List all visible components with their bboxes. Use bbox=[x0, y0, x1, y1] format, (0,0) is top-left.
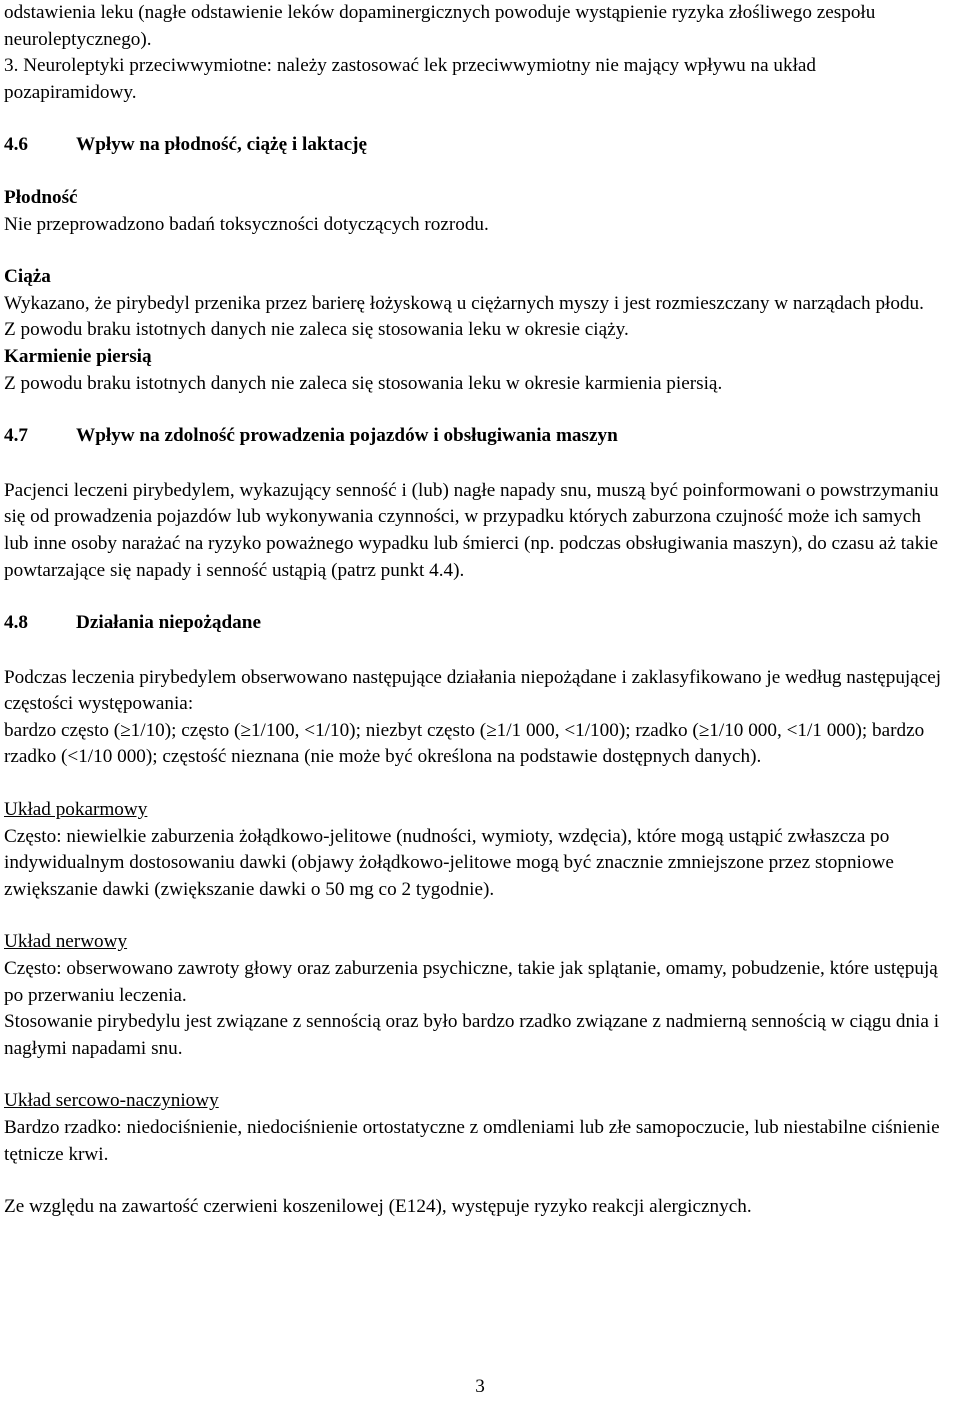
pregnancy-text-1: Wykazano, że pirybedyl przenika przez barierę łożyskową u ciężarnych myszy i jest rozmieszczany w narządach płodu. bbox=[4, 292, 924, 314]
adverse-intro-text: Podczas leczenia pirybedylem obserwowano następujące działania niepożądane i zaklasyfikowano je według następującej częstości występowania: bbox=[4, 666, 942, 715]
section-4-7-heading bbox=[4, 423, 948, 450]
page-number: 3 bbox=[475, 1376, 485, 1397]
gi-heading: Układ pokarmowy bbox=[4, 799, 148, 821]
section-number: 4.8 bbox=[4, 612, 28, 634]
cv-text: Bardzo rzadko: niedociśnienie, niedociśnienie ortostatyczne z omdleniami lub złe samopoczucie, lub niestabilne ciśnienie tętnicze krwi. bbox=[4, 1117, 940, 1165]
ns-text-2: Stosowanie pirybedylu jest związane z sennością oraz było bardzo rzadko związane z nadmierną sennością w ciągu dnia i nagłymi napadami snu. bbox=[4, 1011, 940, 1059]
section-title: Wpływ na płodność, ciążę i laktację bbox=[76, 134, 368, 156]
section-number: 4.7 bbox=[4, 425, 28, 447]
ns-heading: Układ nerwowy bbox=[4, 931, 128, 953]
allergy-text: Ze względu na zawartość czerwieni koszenilowej (E124), występuje ryzyko reakcji alergicznych. bbox=[4, 1196, 752, 1218]
fertility-heading: Płodność bbox=[4, 186, 78, 208]
section-4-8-heading bbox=[4, 610, 948, 637]
section-number: 4.6 bbox=[4, 134, 28, 156]
fertility-text: Nie przeprowadzono badań toksyczności dotyczących rozrodu. bbox=[4, 213, 489, 235]
ns-text-1: Często: obserwowano zawroty głowy oraz zaburzenia psychiczne, takie jak splątanie, omamy, pobudzenie, które ustępują po przerwaniu leczenia. bbox=[4, 958, 938, 1006]
driving-text: Pacjenci leczeni pirybedylem, wykazujący senność i (lub) nagłe napady snu, muszą być poinformowani o powstrzymaniu się od prowadzenia pojazdów lub wykonywania czynności, w przypadku których zaburzona czujność może ich samych lub inne osoby narażać na ryzyko poważnego wypadku lub śmierci (np. podczas obsługiwania maszyn), do czasu aż takie powtarzające się napady i senność ustąpią (patrz punkt 4.4). bbox=[4, 479, 939, 581]
section-4-6-heading bbox=[4, 132, 948, 159]
section-title: Działania niepożądane bbox=[76, 612, 261, 634]
section-title: Wpływ na zdolność prowadzenia pojazdów i obsługiwania maszyn bbox=[76, 425, 618, 447]
document-page bbox=[4, 0, 948, 1221]
breastfeeding-text: Z powodu braku istotnych danych nie zaleca się stosowania leku w okresie karmienia piersią. bbox=[4, 372, 723, 394]
cv-heading: Układ sercowo-naczyniowy bbox=[4, 1090, 219, 1112]
pregnancy-text-2: Z powodu braku istotnych danych nie zaleca się stosowania leku w okresie ciąży. bbox=[4, 319, 629, 341]
frequency-definitions: bardzo często (≥1/10); często (≥1/100, <1/10); niezbyt często (≥1/1 000, <1/100); rzadko (≥1/10 000, <1/1 000); bardzo rzadko (<1/10 000); częstość nieznana (nie może być określona na podstawie dostępnych danych). bbox=[4, 719, 925, 768]
pregnancy-heading: Ciąża bbox=[4, 266, 51, 288]
intro-paragraph-2: 3. Neuroleptyki przeciwwymiotne: należy zastosować lek przeciwwymiotny nie mający wpływu na układ pozapiramidowy. bbox=[4, 55, 817, 103]
intro-paragraph-1: odstawienia leku (nagłe odstawienie leków dopaminergicznych powoduje wystąpienie ryzyka złośliwego zespołu neuroleptycznego). bbox=[4, 2, 876, 50]
breastfeeding-heading: Karmienie piersią bbox=[4, 345, 152, 367]
gi-text: Często: niewielkie zaburzenia żołądkowo-jelitowe (nudności, wymioty, wzdęcia), które mogą ustąpić zwłaszcza po indywidualnym dostosowaniu dawki (objawy żołądkowo-jelitowe mogą być znacznie zmniejszone przez stopniowe zwiększanie dawki (zwiększanie dawki o 50 mg co 2 tygodnie). bbox=[4, 825, 894, 900]
